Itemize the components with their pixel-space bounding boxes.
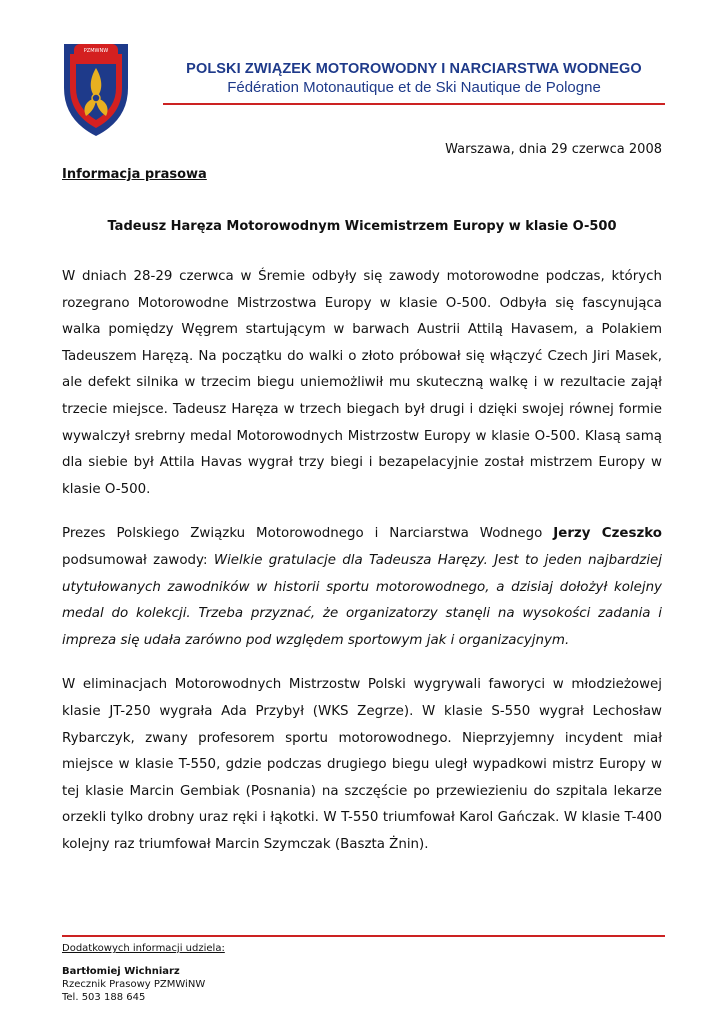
organization-header xyxy=(163,61,665,96)
paragraph: W dniach 28-29 czerwca w Śremie odbyły się zawody motorowodne podczas, których rozegrano Motorowodne Mistrzostwa Europy w klasie O-500. Odbyła się fascynująca walka pomiędzy Węgrem startującym w barwach Austrii Attilą Havasem, a Polakiem Tadeuszem Haręzą. Na początku do walki o złoto próbował się włączyć Czech Jiri Masek, ale defekt silnika w trzecim biegu uniemożliwił mu skuteczną walkę i w rezultacie zajął trzecie miejsce. Tadeusz Haręza w trzech biegach był drugi i dzięki swojej równej formie wywalczył srebrny medal Motorowodnych Mistrzostw Europy w klasie O-500. Klasą samą dla siebie był Attila Havas wygrał trzy biegi i bezapelacyjnie został mistrzem Europy w klasie O-500. xyxy=(62,269,662,497)
paragraph: W eliminacjach Motorowodnych Mistrzostw Polski wygrywali faworyci w młodzieżowej klasie JT-250 wygrała Ada Przybył (WKS Zegrze). W klasie S-550 wygrał Lechosław Rybarczyk, zwany profesorem sportu motorowodnego. Nieprzyjemny incydent miał miejsce w klasie T-550, gdzie podczas drugiego biegu uległ wypadkowi mistrz Europy w tej klasie Marcin Gembiak (Posnania) na szczęście po przewiezieniu do szpitala lekarze orzekli tylko drobny uraz ręki i łąkotki. W T-550 triumfował Karol Gańczak. W klasie T-400 kolejny raz triumfował Marcin Szymczak (Baszta Żnin). xyxy=(62,677,662,852)
org-name-french: Fédération Motonautique et de Ski Nautique de Pologne xyxy=(227,79,601,96)
quote-text: Wielkie gratulacje dla Tadeusza Haręzy. Jest to jeden najbardziej utytułowanych zawodników w historii sportu motorowodnego, a dzisiaj dołożył kolejny medal do kolekcji. Trzeba przyznać, że organizatorzy stanęli na wysokości zadania i impreza się udała zarówno pod względem sportowym jak i organizacyjnym. xyxy=(62,552,663,648)
contact-phone: Tel. 503 188 645 xyxy=(62,992,146,1003)
org-name-polish: POLSKI ZWIĄZEK MOTOROWODNY I NARCIARSTWA WODNEGO xyxy=(186,61,642,77)
header-divider xyxy=(163,103,665,105)
document-title: Tadeusz Haręza Motorowodnym Wicemistrzem Europy w klasie O-500 xyxy=(107,219,617,234)
quote-intro: Prezes Polskiego Związku Motorowodnego i Narciarstwa Wodnego xyxy=(62,526,543,542)
contact-label: Dodatkowych informacji udziela: xyxy=(62,943,225,954)
logo-lettering: PZMWNW xyxy=(83,48,109,54)
footer-contact xyxy=(62,942,225,1004)
document-label: Informacja prasowa xyxy=(62,167,207,182)
contact-role: Rzecznik Prasowy PZMWiNW xyxy=(62,979,206,990)
quote-verb: podsumował zawody: xyxy=(62,552,208,568)
federation-logo xyxy=(60,40,132,140)
document-date: Warszawa, dnia 29 czerwca 2008 xyxy=(445,142,662,157)
quote-person: Jerzy Czeszko xyxy=(553,526,662,542)
contact-name: Bartłomiej Wichniarz xyxy=(62,966,180,977)
document-body xyxy=(62,264,662,858)
quote-paragraph xyxy=(62,521,662,654)
footer-divider xyxy=(62,935,665,937)
